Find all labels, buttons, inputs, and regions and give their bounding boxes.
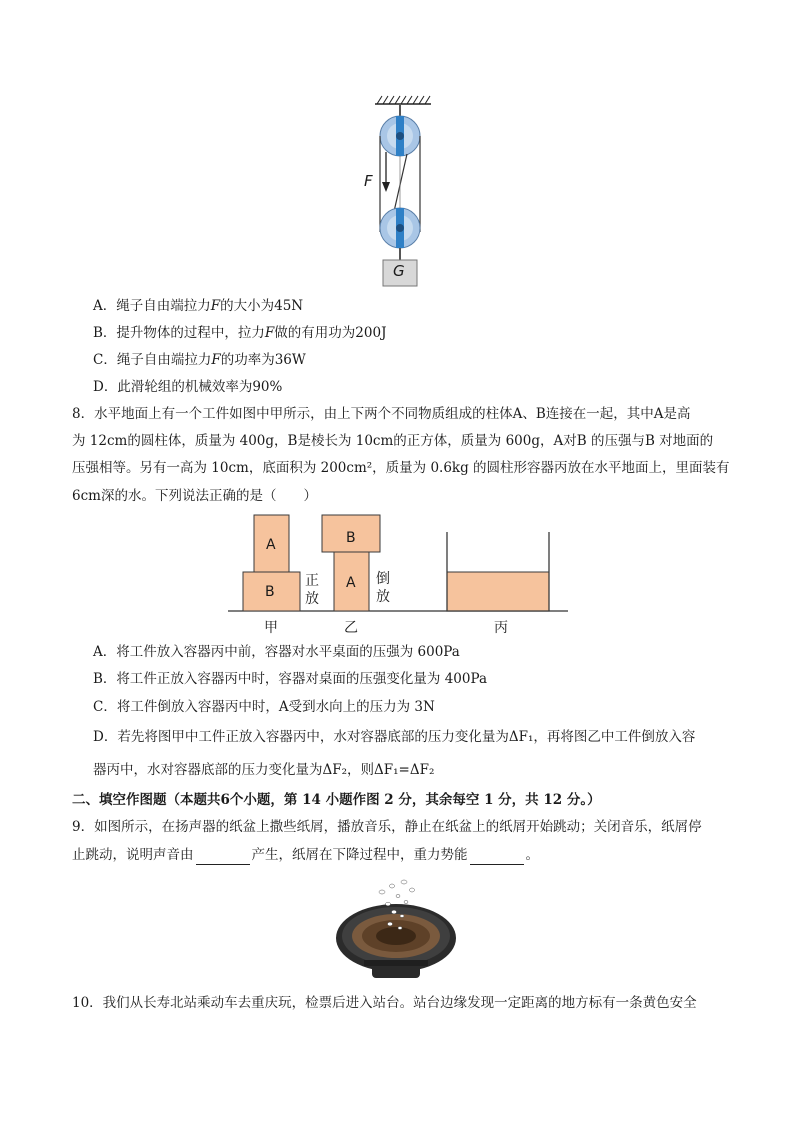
q7-option-c: C．绳子自由端拉力F的功率为36W	[93, 352, 306, 368]
weight-label: G	[393, 262, 405, 280]
force-label: F	[364, 172, 373, 190]
section-2-heading: 二、填空作图题（本题共6个小题，第 14 小题作图 2 分，其余每空 1 分，共 12 分。）	[72, 792, 601, 808]
q7-option-a: A．绳子自由端拉力F的大小为45N	[93, 298, 304, 314]
q7-option-b: B．提升物体的过程中，拉力F做的有用功为200J	[93, 325, 387, 341]
q9-blank-1[interactable]	[196, 850, 250, 865]
q8-option-a: A．将工件放入容器丙中前，容器对水平桌面的压强为 600Pa	[93, 644, 460, 660]
q8-figure	[228, 510, 573, 615]
q8-stem-line-4: 6cm深的水。下列说法正确的是（ ）	[72, 488, 317, 504]
label-jia: 甲	[264, 620, 278, 636]
q9-line-2: 止跳动，说明声音由 产生，纸屑在下降过程中，重力势能 。	[72, 847, 539, 863]
jia-label-b: B	[265, 584, 275, 600]
q8-option-b: B．将工件正放入容器丙中时，容器对桌面的压强变化量为 400Pa	[93, 671, 488, 687]
q8-option-d-line-1: D．若先将图甲中工件正放入容器丙中，水对容器底部的压力变化量为ΔF₁，再将图乙中工件倒放入容	[93, 729, 696, 745]
q8-stem-line-2: 为 12cm的圆柱体，质量为 400g，B是棱长为 10cm的正方体，质量为 600g，A对B 的压强与B 对地面的	[72, 433, 714, 449]
q8-stem-line-3: 压强相等。另有一高为 10cm，底面积为 200cm²，质量为 0.6kg 的圆柱形容器丙放在水平地面上，里面装有	[72, 460, 730, 476]
yi-label-b: B	[346, 530, 356, 546]
speaker-image	[334, 872, 460, 984]
bing-water	[447, 572, 549, 611]
inverted-label: 倒放	[376, 571, 390, 605]
q8-option-c: C．将工件倒放入容器丙中时，A受到水向上的压力为 3N	[93, 699, 435, 715]
q8-option-d-line-2: 器丙中，水对容器底部的压力变化量为ΔF₂，则ΔF₁=ΔF₂	[93, 762, 435, 778]
upright-label: 正放	[305, 573, 319, 607]
label-bing: 丙	[494, 620, 508, 636]
q9-blank-2[interactable]	[470, 850, 524, 865]
label-yi: 乙	[344, 620, 358, 636]
yi-label-a: A	[346, 575, 356, 591]
q7-option-d: D．此滑轮组的机械效率为90%	[93, 379, 283, 395]
q9-line-1: 9．如图所示，在扬声器的纸盆上撒些纸屑，播放音乐，静止在纸盆上的纸屑开始跳动；关闭音乐，纸屑停	[72, 819, 702, 835]
q8-stem-line-1: 8．水平地面上有一个工件如图中甲所示，由上下两个不同物质组成的柱体A、B连接在一起，其中A是高	[72, 406, 691, 422]
q10-line-1: 10．我们从长寿北站乘动车去重庆玩，检票后进入站台。站台边缘发现一定距离的地方标有一条黄色安全	[72, 995, 697, 1011]
jia-label-a: A	[266, 537, 276, 553]
pulley-figure	[355, 92, 445, 288]
